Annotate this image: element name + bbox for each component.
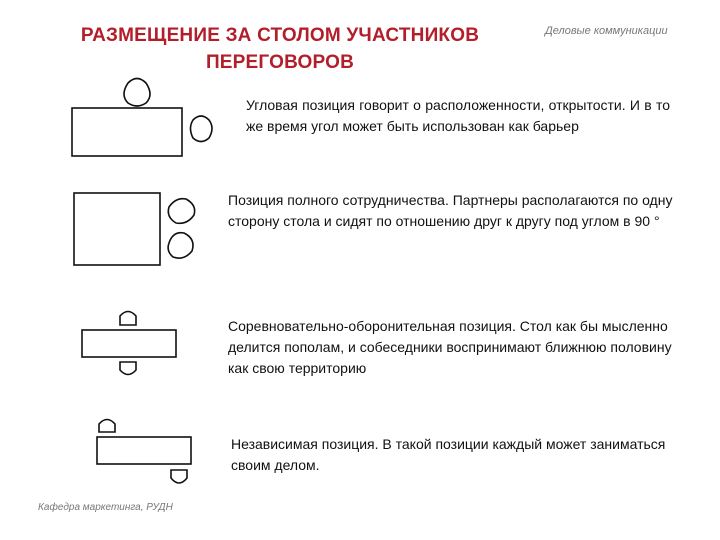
table-rect <box>82 330 176 357</box>
chair-top <box>120 312 136 326</box>
title-line-2: ПЕРЕГОВОРОВ <box>205 52 355 73</box>
slide-title <box>40 22 520 76</box>
chair-top <box>124 79 150 107</box>
chair-lower <box>168 233 193 258</box>
title-line-1: РАЗМЕЩЕНИЕ ЗА СТОЛОМ УЧАСТНИКОВ <box>80 25 480 46</box>
independent-position-diagram <box>85 412 205 497</box>
table-rect <box>72 108 182 156</box>
course-name: Деловые коммуникации <box>545 25 668 37</box>
table-rect <box>97 437 191 464</box>
chair-bottom-right <box>171 470 187 483</box>
chair-upper <box>168 199 194 224</box>
competitive-position-text: Соревновательно-оборонительная позиция. Стол как бы мысленно делится пополам, и собеседники воспринимают ближнюю половину как свою территорию <box>228 318 672 376</box>
chair-bottom <box>120 362 136 375</box>
table-rect <box>74 193 160 265</box>
footer-department: Кафедра маркетинга, РУДН <box>38 502 173 513</box>
cooperative-position-diagram <box>60 185 220 275</box>
independent-position-text: Независимая позиция. В такой позиции каждый может заниматься своим делом. <box>231 436 666 473</box>
chair-top-left <box>99 420 115 433</box>
corner-position-diagram <box>60 70 220 160</box>
chair-right <box>191 116 213 142</box>
corner-position-text: Угловая позиция говорит о расположенности, открытости. И в то же время угол может быть использован как барьер <box>246 97 670 134</box>
competitive-position-diagram <box>70 305 190 380</box>
cooperative-position-text: Позиция полного сотрудничества. Партнеры располагаются по одну сторону стола и сидят по отношению друг к другу под углом в 90 ° <box>228 192 673 229</box>
